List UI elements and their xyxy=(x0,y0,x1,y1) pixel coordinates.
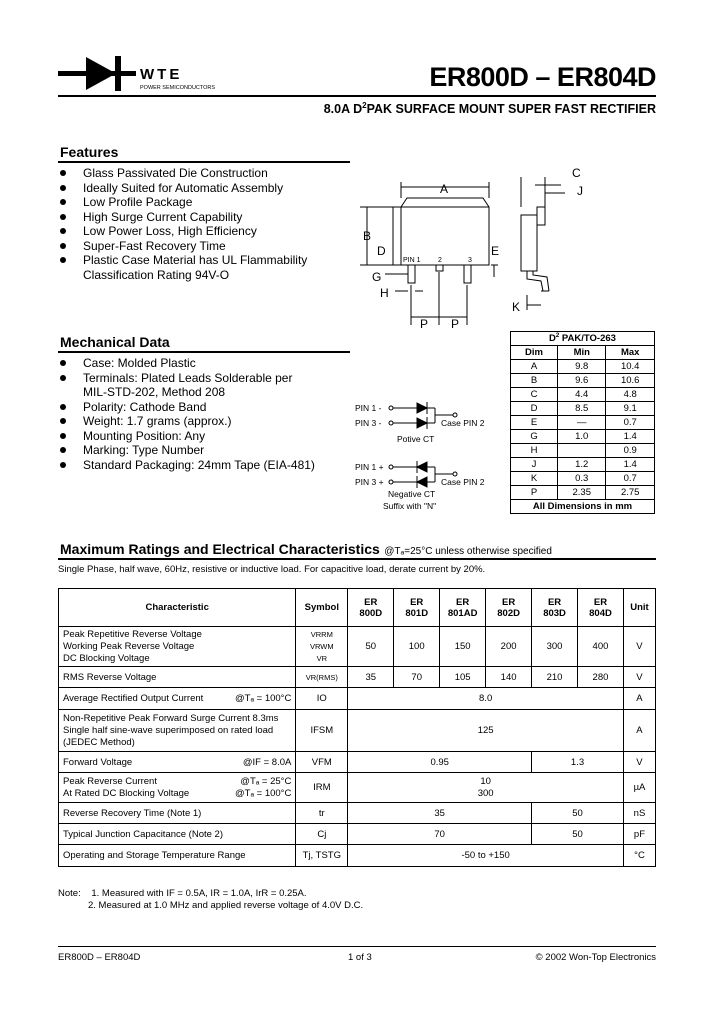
cell: Cj xyxy=(296,824,348,845)
th-part: ER 801AD xyxy=(440,589,486,627)
cell: IRM xyxy=(296,773,348,803)
cell: B xyxy=(511,374,558,388)
table-row xyxy=(59,688,656,710)
dim-title: $D^2$ PAK/TO-263 xyxy=(511,332,655,346)
ratings-heading: Maximum Ratings and Electrical Characteristics xyxy=(60,541,380,557)
table-row xyxy=(511,416,655,430)
dimensions-table xyxy=(510,331,655,514)
list-item: Terminals: Plated Leads Solderable per MIL-STD-202, Method 208 xyxy=(58,371,303,400)
dim-footer: All Dimensions in mm xyxy=(511,500,655,514)
cell: 210 xyxy=(532,667,578,688)
cell: 105 xyxy=(440,667,486,688)
label-p1: P xyxy=(420,317,429,331)
notes xyxy=(58,888,363,912)
cell: J xyxy=(511,458,558,472)
cell: 0.3 xyxy=(558,472,606,486)
table-row xyxy=(59,824,656,845)
page-subtitle: 8.0A $D^2PAK$ SURFACE MOUNT SUPER FAST RECTIFIER xyxy=(323,101,656,117)
table-row xyxy=(511,486,655,500)
pin1-label: PIN 1 xyxy=(403,257,421,264)
th-symbol: Symbol xyxy=(296,589,348,627)
cell: H xyxy=(511,444,558,458)
ratings-table xyxy=(58,588,656,867)
cell: 50 xyxy=(532,824,624,845)
cell: Reverse Recovery Time (Note 1) xyxy=(59,803,296,824)
table-row xyxy=(511,430,655,444)
cell: Operating and Storage Temperature Range xyxy=(59,845,296,867)
table-row xyxy=(511,472,655,486)
list-item: Case: Molded Plastic xyxy=(58,356,318,371)
cell: 0.7 xyxy=(606,416,655,430)
neg-pin-b: PIN 3 + xyxy=(355,477,384,487)
cell: 0.95 xyxy=(348,752,532,773)
cell: 400 xyxy=(578,627,624,667)
cell: VFM xyxy=(296,752,348,773)
list-item: Weight: 1.7 grams (approx.) xyxy=(58,414,318,429)
logo xyxy=(58,52,218,97)
th-characteristic: Characteristic xyxy=(59,589,296,627)
pin3-label: 3 xyxy=(468,257,472,264)
cell: VRRM VRWM VR xyxy=(296,627,348,667)
cell-text: Average Rectified Output Current xyxy=(63,693,204,704)
table-row xyxy=(59,752,656,773)
cell: 150 xyxy=(440,627,486,667)
cell: 9.1 xyxy=(606,402,655,416)
cell: 300 xyxy=(532,627,578,667)
label-g: G xyxy=(372,270,382,284)
cell: 1.4 xyxy=(606,458,655,472)
cell: 35 xyxy=(348,803,532,824)
dim-header: Dim xyxy=(511,346,558,360)
pos-pin-b: PIN 3 - xyxy=(355,418,382,428)
cell: IO xyxy=(296,688,348,710)
cell: 9.8 xyxy=(558,360,606,374)
cell: E xyxy=(511,416,558,430)
cell: 140 xyxy=(486,667,532,688)
cell: IFSM xyxy=(296,710,348,752)
table-row xyxy=(59,667,656,688)
features-rule xyxy=(58,161,350,163)
ratings-rule xyxy=(58,558,656,560)
cell: V xyxy=(623,627,655,667)
ratings-condition: @Tₐ=25°C unless otherwise specified xyxy=(384,546,552,557)
schematic-positive xyxy=(355,398,505,448)
logo-sub: POWER SEMICONDUCTORS xyxy=(140,85,216,91)
cell: 70 xyxy=(394,667,440,688)
cell xyxy=(59,688,296,710)
cell: -50 to +150 xyxy=(348,845,624,867)
cell xyxy=(558,444,606,458)
cell: µA xyxy=(623,773,655,803)
title-rule xyxy=(58,95,656,97)
list-item: Low Profile Package xyxy=(58,195,348,210)
cell: — xyxy=(558,416,606,430)
pos-pin-a: PIN 1 - xyxy=(355,403,382,413)
ratings-note-line: Single Phase, half wave, 60Hz, resistive or inductive load. For capacitive load, derate current by 20%. xyxy=(58,564,486,575)
table-row xyxy=(59,773,656,803)
cell: V xyxy=(623,752,655,773)
label-p2: P xyxy=(451,317,460,331)
ratings-heading-block xyxy=(60,541,552,559)
cell: 2.35 xyxy=(558,486,606,500)
table-row xyxy=(59,845,656,867)
cell: 2.75 xyxy=(606,486,655,500)
footer-right: © 2002 Won-Top Electronics xyxy=(535,952,656,963)
dim-header: Max xyxy=(606,346,655,360)
table-row xyxy=(511,388,655,402)
cell: 1.4 xyxy=(606,430,655,444)
cell: 1.3 xyxy=(532,752,624,773)
footer-center: 1 of 3 xyxy=(348,952,372,963)
cell: VR(RMS) xyxy=(296,667,348,688)
schematic-negative xyxy=(355,457,505,517)
list-item: High Surge Current Capability xyxy=(58,210,348,225)
neg-caption: Negative CT xyxy=(388,489,436,499)
footer-left: ER800D – ER804D xyxy=(58,952,141,963)
note-1: 1. Measured with IF = 0.5A, IR = 1.0A, IrR = 0.25A. xyxy=(91,888,307,899)
label-e: E xyxy=(491,244,500,258)
cell: 50 xyxy=(348,627,394,667)
features-heading: Features xyxy=(60,144,119,160)
list-item: Mounting Position: Any xyxy=(58,429,318,444)
cell: A xyxy=(623,710,655,752)
cell-text: Peak Reverse Current At Rated DC Blocking Voltage xyxy=(63,775,190,799)
cell: nS xyxy=(623,803,655,824)
table-row xyxy=(59,627,656,667)
logo-text: WTE xyxy=(140,66,183,83)
list-item: Ideally Suited for Automatic Assembly xyxy=(58,181,348,196)
mechanical-heading: Mechanical Data xyxy=(60,334,170,350)
cell: 8.0 xyxy=(348,688,624,710)
cell: 35 xyxy=(348,667,394,688)
label-d: D xyxy=(377,244,386,258)
cell: P xyxy=(511,486,558,500)
mechanical-rule xyxy=(58,351,350,353)
cell: 200 xyxy=(486,627,532,667)
cell: 10.6 xyxy=(606,374,655,388)
cell: tr xyxy=(296,803,348,824)
package-drawing xyxy=(355,165,595,335)
cell xyxy=(59,773,296,803)
neg-pin-a: PIN 1 + xyxy=(355,462,384,472)
cell: 70 xyxy=(348,824,532,845)
table-row xyxy=(59,803,656,824)
cell: A xyxy=(511,360,558,374)
table-row xyxy=(511,374,655,388)
list-item: Super-Fast Recovery Time xyxy=(58,239,348,254)
table-row xyxy=(511,360,655,374)
cell-cond: @IF = 8.0A xyxy=(242,756,292,768)
th-part: ER 800D xyxy=(348,589,394,627)
cell: K xyxy=(511,472,558,486)
pos-case: Case PIN 2 xyxy=(441,418,485,428)
list-item: Glass Passivated Die Construction xyxy=(58,166,348,181)
label-k: K xyxy=(512,300,521,314)
pos-caption: Potive CT xyxy=(397,434,435,444)
cell: Tj, TSTG xyxy=(296,845,348,867)
cell: Peak Repetitive Reverse Voltage Working Peak Reverse Voltage DC Blocking Voltage xyxy=(59,627,296,667)
cell: 10.4 xyxy=(606,360,655,374)
cell: pF xyxy=(623,824,655,845)
cell: 10 300 xyxy=(348,773,624,803)
cell: 100 xyxy=(394,627,440,667)
list-item: Marking: Type Number xyxy=(58,443,318,458)
cell: 0.7 xyxy=(606,472,655,486)
table-row xyxy=(511,458,655,472)
table-row xyxy=(59,710,656,752)
cell: 125 xyxy=(348,710,624,752)
cell: 1.2 xyxy=(558,458,606,472)
diode-logo-icon xyxy=(58,52,138,92)
cell: 0.9 xyxy=(606,444,655,458)
dim-header: Min xyxy=(558,346,606,360)
table-row xyxy=(511,402,655,416)
cell: 280 xyxy=(578,667,624,688)
cell-text: Forward Voltage xyxy=(63,756,133,768)
list-item: Standard Packaging: 24mm Tape (EIA-481) xyxy=(58,458,318,473)
label-j: J xyxy=(577,184,583,198)
neg-caption2: Suffix with "N" xyxy=(383,501,437,511)
cell: 1.0 xyxy=(558,430,606,444)
pin2-label: 2 xyxy=(438,257,442,264)
cell: A xyxy=(623,688,655,710)
cell: G xyxy=(511,430,558,444)
table-row xyxy=(511,444,655,458)
features-list xyxy=(58,166,348,282)
cell: Typical Junction Capacitance (Note 2) xyxy=(59,824,296,845)
cell xyxy=(59,752,296,773)
th-unit: Unit xyxy=(623,589,655,627)
th-part: ER 803D xyxy=(532,589,578,627)
list-item: Plastic Case Material has UL Flammability Classification Rating 94V-O xyxy=(58,253,318,282)
cell: 9.6 xyxy=(558,374,606,388)
page-title: ER800D – ER804D xyxy=(429,62,656,92)
th-part: ER 801D xyxy=(394,589,440,627)
cell: 50 xyxy=(532,803,624,824)
label-h: H xyxy=(380,286,389,300)
footer-rule xyxy=(58,946,656,947)
mechanical-list xyxy=(58,356,318,472)
list-item: Low Power Loss, High Efficiency xyxy=(58,224,348,239)
th-part: ER 802D xyxy=(486,589,532,627)
label-c: C xyxy=(572,166,581,180)
cell: RMS Reverse Voltage xyxy=(59,667,296,688)
cell: 8.5 xyxy=(558,402,606,416)
cell: 4.8 xyxy=(606,388,655,402)
cell-cond: @Tₐ = 100°C xyxy=(235,693,292,704)
label-a: A xyxy=(440,182,449,196)
cell: C xyxy=(511,388,558,402)
th-part: ER 804D xyxy=(578,589,624,627)
cell: °C xyxy=(623,845,655,867)
cell: V xyxy=(623,667,655,688)
notes-label: Note: xyxy=(58,888,81,899)
list-item: Polarity: Cathode Band xyxy=(58,400,318,415)
cell: 4.4 xyxy=(558,388,606,402)
note-2: 2. Measured at 1.0 MHz and applied reverse voltage of 4.0V D.C. xyxy=(88,900,364,911)
neg-case: Case PIN 2 xyxy=(441,477,485,487)
cell: D xyxy=(511,402,558,416)
label-b: B xyxy=(363,229,372,243)
cell: Non-Repetitive Peak Forward Surge Current 8.3ms Single half sine-wave superimposed on rated load (JEDEC Method) xyxy=(59,710,296,752)
cell-cond: @Tₐ = 25°C @Tₐ = 100°C xyxy=(235,775,292,799)
